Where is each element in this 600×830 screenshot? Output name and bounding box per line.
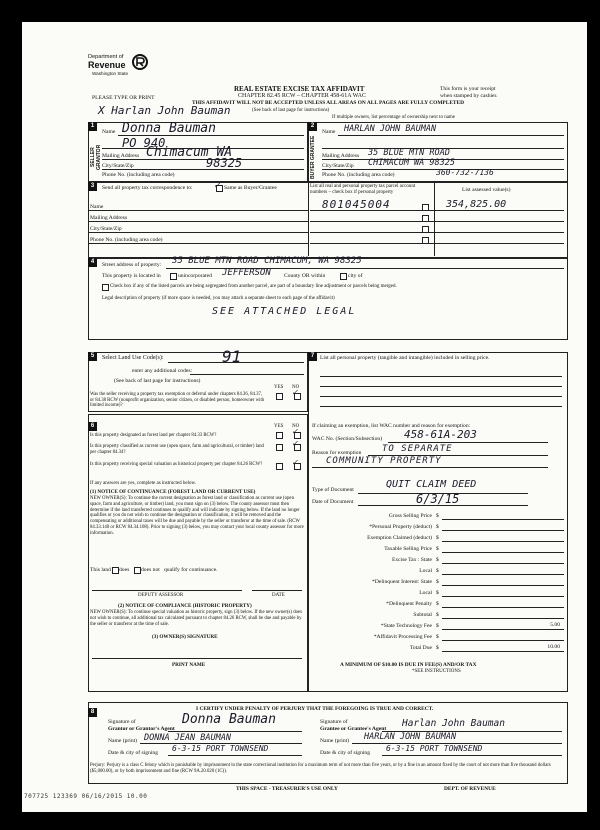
same-as-buyer-label: Same as Buyer/Grantee <box>224 185 277 191</box>
parcel-header: List all real and personal property tax parcel account numbers – check box if personal property <box>310 184 416 195</box>
deputy-date: DATE <box>272 593 285 598</box>
assessed-header: List assessed value(s) <box>462 187 511 193</box>
money-row <box>314 546 564 554</box>
s6-p1: NEW OWNER(S): To continue the current designation as forest land or classification as current use (open space, farm and agriculture, or timber) land, you must sign on (3) below. The county assessor must then determine if the land transferred continues to qualify and will indicate by signing below. If the land no longer qualifies or you do not wish to continue the designation or classification, it will be removed and the compensating or additional taxes will be due and payable by the seller or transferor at the time of sale. (RCW 84.33.140 or RCW 84.34.108). Prior to signing (3) below, you may contact your local county assessor for more information. <box>90 496 304 536</box>
legal-description[interactable]: SEE ATTACHED LEGAL <box>212 306 357 317</box>
dollar-sign: $ <box>436 590 439 596</box>
s6-yes: YES <box>274 424 284 429</box>
same-as-buyer-check-icon: ✓ <box>214 180 221 191</box>
section-6 <box>88 414 308 692</box>
dollar-sign: $ <box>436 623 439 629</box>
seller-city[interactable]: 98325 <box>206 156 243 170</box>
dollar-sign: $ <box>436 535 439 541</box>
s6-q1-check-icon: ✓ <box>292 427 298 437</box>
s5-see-back: (See back of last page for instructions) <box>114 378 201 384</box>
exemption-reason-2[interactable]: COMMUNITY PROPERTY <box>326 456 442 466</box>
located-label: This property is located in <box>102 273 161 279</box>
city-of-label: city of <box>348 273 363 279</box>
treasurer-use: THIS SPACE - TREASURER'S USE ONLY <box>236 786 338 792</box>
money-row-label: Total Due <box>409 645 432 651</box>
money-row-label: *Delinquent Interest: State <box>372 579 432 585</box>
s3-mailing-label: Mailing Address <box>90 215 128 221</box>
money-row-label: Gross Selling Price <box>388 513 432 519</box>
see-instructions: *SEE INSTRUCTIONS <box>412 669 461 674</box>
city-checkbox[interactable] <box>340 273 347 280</box>
buyer-name[interactable]: HARLAN JOHN BAUMAN <box>344 124 437 134</box>
certify-statement: I CERTIFY UNDER PENALTY OF PERJURY THAT THE FOREGOING IS TRUE AND CORRECT. <box>196 706 434 712</box>
s5-q1: Was the seller receiving a property tax exemption or deferral under chapters 84.36, 84.37, or 84.38 RCW (nonprofit organization, senior citizen, or disabled person, homeowner with limited income)? <box>90 392 265 409</box>
perjury-text: Perjury: Perjury is a class C felony which is punishable by imprisonment in the state correctional institution for a maximum term of not more than five years, or by a fine in an amount fixed by the court of not more than five thousand dollars ($5,000.00), or by both imprisonment and fine (RCW 9A.20.020 (1C)). <box>90 763 551 774</box>
s6-h2: (2) NOTICE OF COMPLIANCE (HISTORIC PROPERTY) <box>118 603 252 609</box>
s6-q1-yes[interactable] <box>276 432 283 439</box>
buyer-city[interactable]: CHIMACUM WA 98325 <box>368 158 455 168</box>
county-name[interactable]: JEFFERSON <box>222 268 271 278</box>
does-not-checkbox[interactable] <box>134 567 141 574</box>
buyer-phone[interactable]: 360-732-7136 <box>436 168 494 177</box>
s6-no: NO <box>292 424 300 429</box>
wac-label: WAC No. (Section/Subsection) <box>312 436 383 442</box>
grantee-name-print[interactable]: HARLAN JOHN BAUMAN <box>364 732 457 742</box>
deputy-assessor: DEPUTY ASSESSOR <box>138 593 184 598</box>
money-row-label: *Affidavit Processing Fee <box>373 634 432 640</box>
this-land-label: This land <box>90 567 111 573</box>
buyer-mailing-label: Mailing Address <box>322 153 360 159</box>
s3-city-label: City/State/Zip <box>90 226 122 232</box>
qualify-label: qualify for continuance. <box>164 567 218 573</box>
money-row <box>314 579 564 587</box>
grantor-sig-label-a: Signature of <box>108 719 136 725</box>
section-6-number: 6 <box>88 422 97 431</box>
money-row-label: *Delinquent Penalty <box>386 601 432 607</box>
seller-side-label: SELLER GRANTOR <box>90 144 102 170</box>
please-type: PLEASE TYPE OR PRINT <box>92 95 155 101</box>
seller-name[interactable]: Donna Bauman <box>122 121 216 136</box>
personal-property-label: List all personal property (tangible and intangible) included in selling price. <box>320 355 490 361</box>
form-chapter: CHAPTER 82.45 RCW – CHAPTER 458-61A WAC <box>238 93 366 99</box>
segregated-label: Check box if any of the listed parcels are being segregated from another parcel, are part of a boundary line adjustment or parcels being merged. <box>110 284 397 289</box>
seller-phone-label: Phone No. (including area code) <box>102 172 175 178</box>
parcel-checkbox-3[interactable] <box>422 226 429 233</box>
buyer-name-label: Name <box>322 129 336 135</box>
money-row <box>314 623 564 631</box>
land-use-code[interactable]: 91 <box>222 347 242 366</box>
additional-codes-label: enter any additional codes: <box>132 368 193 374</box>
s3-phone-label: Phone No. (including area code) <box>90 237 163 243</box>
legal-label: Legal description of property (if more space is needed, you may attach a separate sheet to each page of the affidavit) <box>102 296 335 301</box>
money-row <box>314 513 564 521</box>
dollar-sign: $ <box>436 612 439 618</box>
exemption-reason-1[interactable]: TO SEPARATE <box>382 444 453 454</box>
does-checkbox[interactable] <box>112 567 119 574</box>
grantee-signature[interactable]: Harlan John Bauman <box>402 718 505 729</box>
affidavit-page <box>22 22 587 812</box>
parcel-checkbox-2[interactable] <box>422 215 429 222</box>
section-1-number: 1 <box>88 122 97 131</box>
print-name-label: PRINT NAME <box>172 662 206 668</box>
section-2-number: 2 <box>308 122 317 131</box>
money-row <box>314 524 564 532</box>
s6-q2-check-icon: ✓ <box>292 439 298 449</box>
money-row-label: *Personal Property (deduct) <box>369 524 432 530</box>
parcel-checkbox-1[interactable] <box>422 204 429 211</box>
s6-p2: NEW OWNER(S): To continue special valuation as historic property, sign (3) below. If the new owner(s) does not wish to continue, all additional tax calculated pursuant to chapter 84.26 RCW, shall be due and payable by the seller or transferor at the time of sale. <box>90 610 303 627</box>
grantor-date-place[interactable]: 6-3-15 PORT TOWNSEND <box>172 744 269 753</box>
s6-q2-yes[interactable] <box>276 444 283 451</box>
money-row <box>314 645 564 653</box>
dollar-sign: $ <box>436 568 439 574</box>
money-row <box>314 612 564 620</box>
buyer-side-label: BUYER GRANTEE <box>310 135 316 179</box>
claiming-label: If claiming an exemption, list WAC number and reason for exemption: <box>312 423 471 429</box>
county-label: County OR within <box>284 273 326 279</box>
revenue-logo-icon <box>132 54 148 70</box>
money-row <box>314 634 564 642</box>
section-8-number: 8 <box>88 708 97 717</box>
s5-yes: YES <box>274 385 284 390</box>
dollar-sign: $ <box>436 579 439 585</box>
money-row-label: Taxable Selling Price <box>384 546 432 552</box>
dept-revenue-footer: DEPT. OF REVENUE <box>444 786 496 792</box>
assessed-value[interactable]: 354,825.00 <box>446 199 507 210</box>
money-row-label: *State Technology Fee <box>380 623 432 629</box>
section-4-number: 4 <box>88 258 97 267</box>
send-tax-label: Send all property tax correspondence to: <box>102 185 193 191</box>
seller-mailing-label: Mailing Address <box>102 153 140 159</box>
seller-name-line2[interactable]: PO 940 <box>122 136 166 150</box>
money-row-label: Subtotal <box>413 612 432 618</box>
buyer-phone-label: Phone No. (including area code) <box>322 172 395 178</box>
wac-number[interactable]: 458-61A-203 <box>404 428 477 441</box>
document-date[interactable]: 6/3/15 <box>416 492 460 506</box>
money-row-value[interactable]: 5.00 <box>550 622 560 628</box>
dollar-sign: $ <box>436 601 439 607</box>
doc-date-label: Date of Document <box>312 499 354 505</box>
section-3-number: 3 <box>88 182 97 191</box>
seller-name-label: Name <box>102 129 116 135</box>
grantor-sig-label-b: Grantor or Grantor's Agent <box>108 726 175 732</box>
doc-type-label: Type of Document <box>312 487 354 493</box>
grantee-date-label: Date & city of signing <box>320 750 371 756</box>
money-row <box>314 535 564 543</box>
dollar-sign: $ <box>436 557 439 563</box>
seller-mailing[interactable]: Chimacum WA <box>146 145 233 160</box>
s6-q3-check-icon: ✓ <box>292 458 298 468</box>
see-back-note: (See back of last page for instructions) <box>252 108 330 113</box>
s6-h1: (1) NOTICE OF CONTINUANCE (FOREST LAND OR CURRENT USE) <box>90 489 256 495</box>
section-7-number: 7 <box>308 352 317 361</box>
land-use-label: Select Land Use Code(s): <box>102 355 164 361</box>
does-label: does <box>119 567 130 573</box>
dor-logo <box>88 54 150 82</box>
reason-label: Reason for exemption <box>312 450 362 456</box>
receipt-line1: This form is your receipt <box>440 86 496 92</box>
s6-q1: Is this property designated as forest land per chapter 84.33 RCW? <box>90 433 217 438</box>
dept-line2: Revenue <box>88 60 126 70</box>
dollar-sign: $ <box>436 524 439 530</box>
money-row <box>314 601 564 609</box>
money-row-label: Exemption Claimed (deduct) <box>367 535 432 541</box>
parcel-checkbox-4[interactable] <box>422 237 429 244</box>
does-not-label: does not <box>141 567 160 573</box>
buyer-city-label: City/State/Zip <box>322 163 354 169</box>
buyer-mailing[interactable]: 35 BLUE MTN ROAD <box>368 148 450 158</box>
s6-any-yes: If any answers are yes, complete as instructed below. <box>90 481 197 486</box>
s6-q3: Is this property receiving special valuation as historical property per chapter 84.26 RCW? <box>90 462 263 467</box>
grantor-date-label: Date & city of signing <box>108 750 159 756</box>
dollar-sign: $ <box>436 513 439 519</box>
unincorporated-checkbox[interactable] <box>170 273 177 280</box>
money-row-label: Local <box>419 568 432 574</box>
receipt-line2: when stamped by cashier. <box>440 93 498 99</box>
grantee-name-label: Name (print) <box>320 738 350 744</box>
s6-h3: (3) OWNER(S) SIGNATURE <box>152 634 218 640</box>
s6-q2: Is this property classified as current use (open space, farm and agricultural, or timber) land per chapter 84.34? <box>90 444 264 455</box>
not-accepted: THIS AFFIDAVIT WILL NOT BE ACCEPTED UNLESS ALL AREAS ON ALL PAGES ARE FULLY COMPLETED <box>192 100 465 106</box>
document-type[interactable]: QUIT CLAIM DEED <box>386 479 477 490</box>
grantee-sig-label-b: Grantee or Grantee's Agent <box>320 726 387 732</box>
money-row <box>314 590 564 598</box>
dept-line3: Washington State <box>92 71 129 76</box>
dept-line1: Department of <box>88 54 124 60</box>
money-row <box>314 568 564 576</box>
money-row-label: Excise Tax : State <box>391 557 432 563</box>
grantor-signature[interactable]: Donna Bauman <box>182 712 276 727</box>
money-row-label: Local <box>419 590 432 596</box>
minimum-note: A MINIMUM OF $10.00 IS DUE IN FEE(S) AND/OR TAX <box>340 662 477 668</box>
parcel-number[interactable]: 801045004 <box>322 198 391 211</box>
unincorporated-label: unincorporated <box>178 273 212 279</box>
segregated-checkbox[interactable] <box>102 284 109 291</box>
top-handwritten-name: X Harlan John Bauman <box>98 104 231 117</box>
form-title: REAL ESTATE EXCISE TAX AFFIDAVIT <box>234 85 365 93</box>
grantee-date-place[interactable]: 6-3-15 PORT TOWNSEND <box>386 744 483 753</box>
grantor-name-print[interactable]: DONNA JEAN BAUMAN <box>144 733 231 743</box>
money-row-value[interactable]: 10.00 <box>547 644 560 650</box>
s3-name-label: Name <box>90 204 104 210</box>
seller-city-label: City/State/Zip <box>102 163 134 169</box>
s6-q3-yes[interactable] <box>276 463 283 470</box>
grantee-sig-label-a: Signature of <box>320 719 348 725</box>
street-label: Street address of property: <box>102 262 162 268</box>
dollar-sign: $ <box>436 546 439 552</box>
s5-no: NO <box>292 385 300 390</box>
grantor-name-label: Name (print) <box>108 738 138 744</box>
s5-q1-check-icon: ✓ <box>292 388 298 398</box>
section-5-number: 5 <box>88 352 97 361</box>
money-row <box>314 557 564 565</box>
dollar-sign: $ <box>436 645 439 651</box>
multiple-owners-note: If multiple owners, list percentage of ownership next to name <box>332 115 456 120</box>
cashier-stamp: 707725 123369 06/16/2015 10.00 <box>24 793 148 800</box>
street-address[interactable]: 35 BLUE MTN ROAD CHIMACUM, WA 98325 <box>172 256 362 266</box>
s5-q1-yes[interactable] <box>276 393 283 400</box>
dollar-sign: $ <box>436 634 439 640</box>
